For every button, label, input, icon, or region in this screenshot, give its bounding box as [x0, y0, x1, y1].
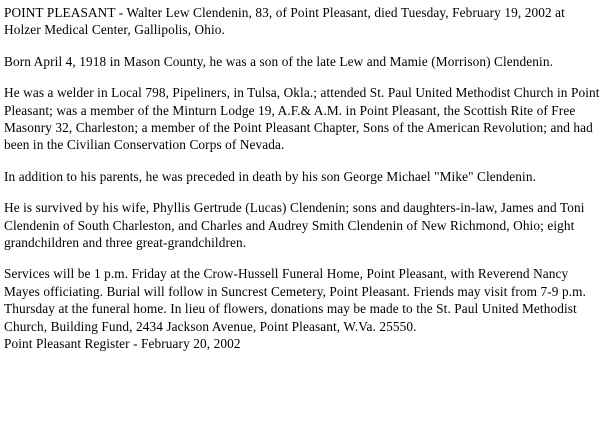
- obituary-source-line: Point Pleasant Register - February 20, 2002: [4, 336, 241, 352]
- obituary-paragraph-birth: Born April 4, 1918 in Mason County, he was a son of the late Lew and Mamie (Morrison) Clendenin.: [4, 53, 554, 69]
- obituary-paragraph-affiliations: He was a welder in Local 798, Pipeliners, in Tulsa, Okla.; attended St. Paul United Methodist Church in Point Pleasant; was a member of the Minturn Lodge 19, A.F.& A.M. in Point Pleasant, the Scottish Rite of Free Masonry 32, Charleston; a member of the Point Pleasant Chapter, Sons of the American Revolution; and had been in the Civilian Conservation Corps of Nevada.: [4, 85, 600, 153]
- obituary-paragraph-lead: POINT PLEASANT - Walter Lew Clendenin, 83, of Point Pleasant, died Tuesday, February 19, 2002 at Holzer Medical Center, Gallipolis, Ohio.: [4, 5, 565, 38]
- obituary-paragraph-preceded: In addition to his parents, he was preceded in death by his son George Michael "Mike" Clendenin.: [4, 168, 537, 184]
- obituary-paragraph-survivors: He is survived by his wife, Phyllis Gertrude (Lucas) Clendenin; sons and daughters-in-law, James and Toni Clendenin of South Charleston, and Charles and Audrey Smith Clendenin of New Richmond, Ohio; eight grandchildren and three great-grandchildren.: [4, 200, 585, 251]
- obituary-paragraph-services: Services will be 1 p.m. Friday at the Crow-Hussell Funeral Home, Point Pleasant, with Reverend Nancy Mayes officiating. Burial will follow in Suncrest Cemetery, Point Pleasant. Friends may visit from 7-9 p.m. Thursday at the funeral home. In lieu of flowers, donations may be made to the St. Paul United Methodist Church, Building Fund, 2434 Jackson Avenue, Point Pleasant, W.Va. 25550.: [4, 266, 587, 334]
